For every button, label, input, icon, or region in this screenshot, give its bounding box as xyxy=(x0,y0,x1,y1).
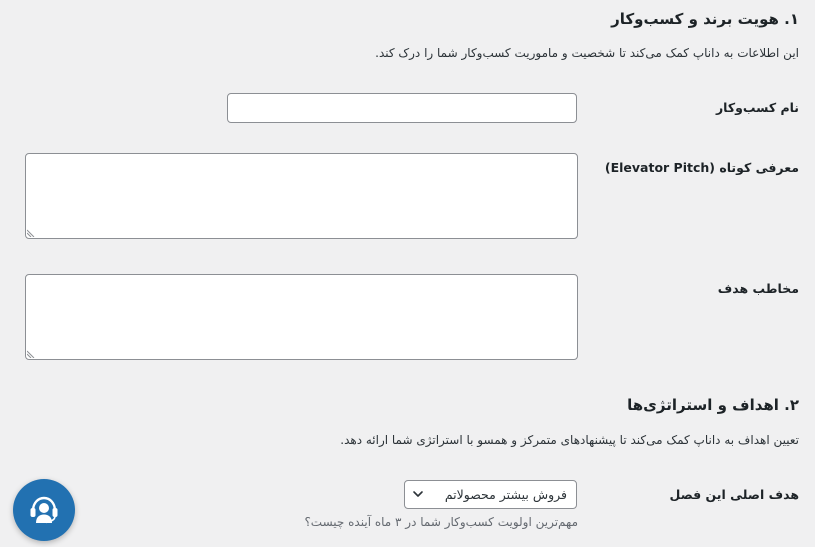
section-1-description: این اطلاعات به داناپ کمک می‌کند تا شخصیت و ماموریت کسب‌وکار شما را درک کند. xyxy=(375,46,799,60)
elevator-pitch-label: معرفی کوتاه (Elevator Pitch) xyxy=(604,160,799,175)
target-audience-textarea[interactable] xyxy=(25,274,578,360)
headset-icon xyxy=(27,493,61,527)
chevron-down-icon xyxy=(412,488,424,500)
section-2-title: ۲. اهداف و استراتژی‌ها xyxy=(627,396,799,414)
season-goal-label: هدف اصلی این فصل xyxy=(669,487,799,502)
target-audience-label: مخاطب هدف xyxy=(717,281,799,296)
section-2-description: تعیین اهداف به داناپ کمک می‌کند تا پیشنهادهای متمرکز و همسو با استراتژی شما ارائه دهد. xyxy=(340,433,799,447)
elevator-pitch-textarea[interactable] xyxy=(25,153,578,239)
resize-handle-icon[interactable] xyxy=(27,350,35,358)
section-1-title: ۱. هویت برند و کسب‌وکار xyxy=(611,10,799,28)
support-chat-button[interactable] xyxy=(13,479,75,541)
season-goal-help-text: مهم‌ترین اولویت کسب‌وکار شما در ۳ ماه آینده چیست؟ xyxy=(304,515,578,529)
business-name-label: نام کسب‌وکار xyxy=(715,100,799,115)
season-goal-select[interactable] xyxy=(404,480,577,509)
resize-handle-icon[interactable] xyxy=(27,229,35,237)
season-goal-selected-value: فروش بیشتر محصولاتم xyxy=(444,487,567,502)
business-name-input[interactable] xyxy=(227,93,577,123)
